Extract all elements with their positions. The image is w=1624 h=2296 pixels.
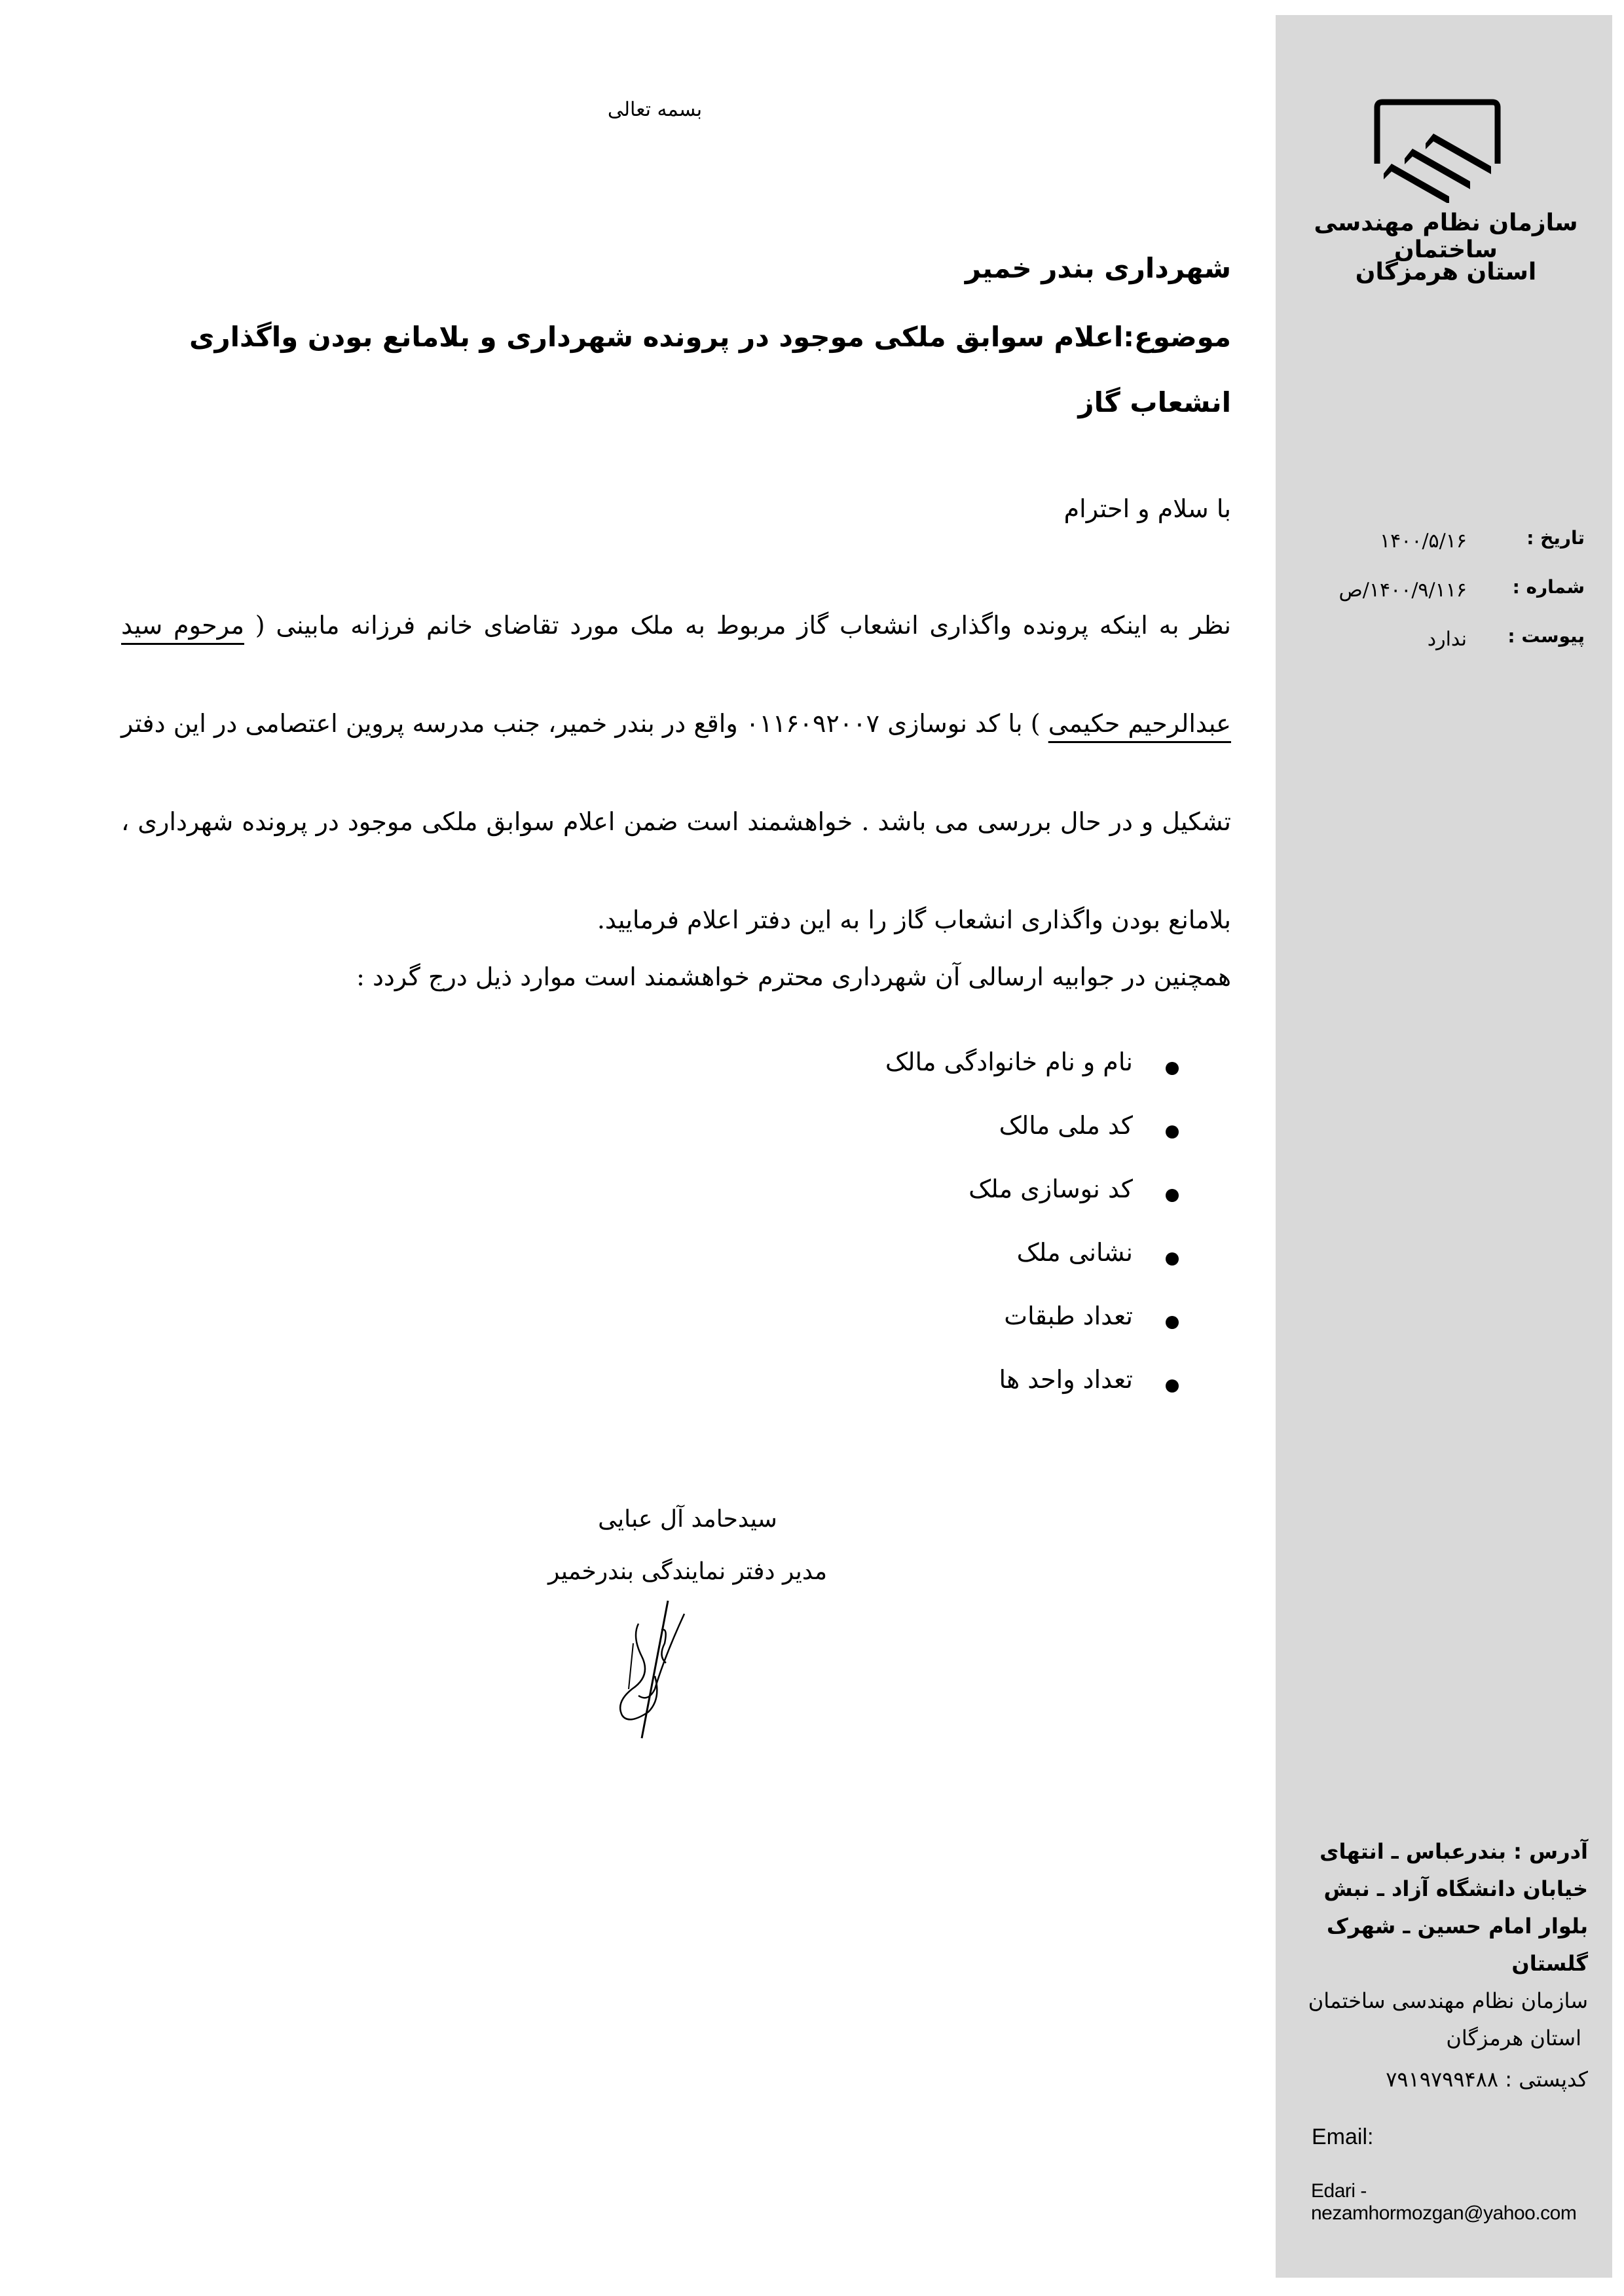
- deceased-owner-name: مرحوم سید عبدالرحیم حکیمی: [121, 611, 1231, 738]
- bullet-icon: [1166, 1252, 1179, 1266]
- list-item: [720, 1365, 1179, 1429]
- email-link[interactable]: Edari - nezamhormozgan@yahoo.com: [1311, 2180, 1577, 2224]
- bullet-icon: [1166, 1316, 1179, 1329]
- signatory-title: مدیر دفتر نمایندگی بندرخمیر: [547, 1558, 828, 1585]
- meta-number: [1290, 576, 1585, 615]
- signatory-name: سیدحامد آل عبایی: [598, 1506, 777, 1533]
- list-item-label: نام و نام خانوادگی مالک: [885, 1048, 1133, 1076]
- list-item-label: کد نوسازی ملک: [969, 1175, 1133, 1203]
- recipient: شهرداری بندر خمیر: [965, 252, 1231, 284]
- list-item: [720, 1238, 1179, 1302]
- address-org: سازمان نظام مهندسی ساختمان: [1308, 1988, 1588, 2013]
- meta-date: [1290, 527, 1585, 566]
- meta-attachment-label: پیوست :: [1507, 625, 1585, 647]
- meta-attachment: [1290, 625, 1585, 665]
- address-block: [1300, 1833, 1588, 2098]
- address-line: آدرس : بندرعباس ـ انتهای: [1320, 1839, 1588, 1864]
- greeting: با سلام و احترام: [1063, 494, 1231, 523]
- signature-icon: [593, 1597, 724, 1741]
- list-item: [720, 1111, 1179, 1175]
- meta-number-label: شماره :: [1512, 576, 1585, 598]
- invocation-heading: بسمه تعالی: [607, 98, 703, 121]
- bullet-icon: [1166, 1125, 1179, 1139]
- request-intro: همچنین در جوابیه ارسالی آن شهرداری محترم خواهشمند است موارد ذیل درج گردد :: [356, 962, 1231, 991]
- bullet-icon: [1166, 1189, 1179, 1202]
- org-name: سازمان نظام مهندسی ساختمان: [1314, 210, 1578, 263]
- body-part-2: ) با کد نوسازی ۰۱۱۶۰۹۲۰۰۷ واقع در بندر خمیر، جنب مدرسه پروین اعتصامی در این دفتر تشکیل و در حال بررسی می باشد . خواهشمند است ضمن اعلام سوابق ملکی موجود در پرونده شهرداری ، بلامانع بودن واگذاری انشعاب گاز را به این دفتر اعلام فرمایید.: [121, 709, 1231, 934]
- meta-attachment-value: ندارد: [1427, 628, 1467, 651]
- list-item: [720, 1048, 1179, 1111]
- letter-body: [121, 576, 1231, 969]
- org-province: استان هرمزگان: [1355, 259, 1537, 285]
- body-part-1: نظر به اینکه پرونده واگذاری انشعاب گاز مربوط به ملک مورد تقاضای خانم فرزانه مابینی (: [255, 611, 1231, 640]
- address-line: گلستان: [1511, 1951, 1588, 1976]
- email-label: Email:: [1312, 2124, 1374, 2149]
- list-item: [720, 1175, 1179, 1238]
- address-line: بلوار امام حسین ـ شهرک: [1326, 1914, 1588, 1939]
- list-item: [720, 1302, 1179, 1365]
- required-items-list: [720, 1048, 1179, 1429]
- list-item-label: نشانی ملک: [1016, 1238, 1133, 1267]
- address-province: استان هرمزگان: [1446, 2026, 1581, 2050]
- building-engineering-logo-icon: [1372, 98, 1503, 203]
- bullet-icon: [1166, 1062, 1179, 1075]
- meta-number-value: ۱۴۰۰/۹/۱۱۶/ص: [1338, 579, 1467, 602]
- postal-code: کدپستی : ۷۹۱۹۷۹۹۴۸۸: [1386, 2067, 1588, 2092]
- bullet-icon: [1166, 1379, 1179, 1393]
- meta-date-label: تاریخ :: [1526, 527, 1585, 549]
- address-line: خیابان دانشگاه آزاد ـ نبش: [1323, 1876, 1588, 1901]
- meta-date-value: ۱۴۰۰/۵/۱۶: [1379, 530, 1467, 553]
- subject-line: موضوع:اعلام سوابق ملکی موجود در پرونده شهرداری و بلامانع بودن واگذاری انشعاب گاز: [189, 321, 1231, 418]
- list-item-label: تعداد طبقات: [1004, 1302, 1133, 1330]
- list-item-label: کد ملی مالک: [999, 1111, 1133, 1140]
- list-item-label: تعداد واحد ها: [999, 1365, 1133, 1394]
